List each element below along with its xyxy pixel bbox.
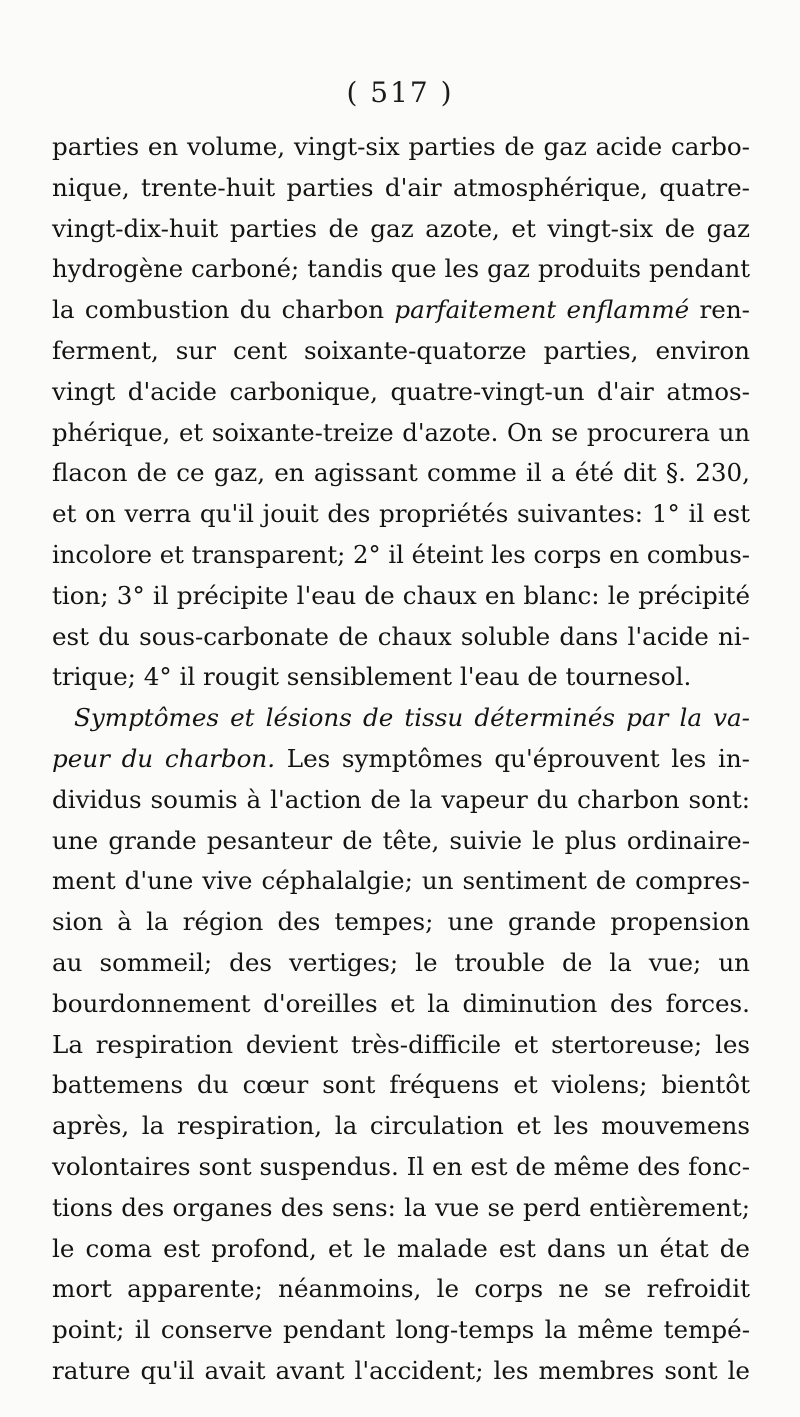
- text-line: tion; 3° il précipite l'eau de chaux en blanc: le précipité: [52, 580, 750, 610]
- text-line: au sommeil; des vertiges; le trouble de la vue; un: [52, 947, 750, 977]
- text-line: ferment, sur cent soixante-quatorze parties, environ: [52, 335, 750, 365]
- text-run: la combustion du charbon: [52, 295, 395, 325]
- text-run: ren-: [689, 295, 750, 325]
- text-line: vingt-dix-huit parties de gaz azote, et vingt-six de gaz: [52, 213, 750, 243]
- text-line: et on verra qu'il jouit des propriétés suivantes: 1° il est: [52, 499, 750, 529]
- text-line: rature qu'il avait avant l'accident; les membres sont le: [52, 1355, 750, 1385]
- text-line: nique, trente-huit parties d'air atmosphérique, quatre-: [52, 172, 750, 202]
- text-line: La respiration devient très-difficile et stertoreuse; les: [52, 1029, 750, 1059]
- text-run: Les symptômes qu'éprouvent les in-: [275, 743, 750, 773]
- text-line: ment d'une vive céphalalgie; un sentiment de compres-: [52, 866, 750, 896]
- body-text: [52, 127, 750, 1392]
- text-line: mort apparente; néanmoins, le corps ne se refroidit: [52, 1274, 750, 1304]
- italic-heading: Symptômes et lésions de tissu déterminés par la va-: [74, 703, 750, 733]
- paragraph-symptoms: [52, 698, 750, 1392]
- text-line: est du sous-carbonate de chaux soluble dans l'acide ni-: [52, 621, 750, 651]
- text-line: [52, 290, 750, 331]
- text-line: tions des organes des sens: la vue se perd entièrement;: [52, 1192, 750, 1222]
- text-line: parties en volume, vingt-six parties de gaz acide carbo-: [52, 132, 750, 161]
- text-line: trique; 4° il rougit sensiblement l'eau de tournesol.: [52, 662, 692, 692]
- text-line: après, la respiration, la circulation et les mouvemens: [52, 1111, 750, 1141]
- italic-text: parfaitement enflammé: [394, 295, 690, 325]
- italic-heading: peur du charbon.: [52, 743, 276, 773]
- text-line: bourdonnement d'oreilles et la diminution des forces.: [52, 988, 750, 1018]
- text-line: le coma est profond, et le malade est dans un état de: [52, 1233, 750, 1263]
- text-line: [52, 739, 750, 780]
- text-line: hydrogène carboné; tandis que les gaz produits pendant: [52, 254, 750, 284]
- text-line: sion à la région des tempes; une grande propension: [52, 907, 750, 937]
- page-number: ( 517 ): [346, 76, 454, 109]
- text-line: vingt d'acide carbonique, quatre-vingt-un d'air atmos-: [52, 376, 750, 406]
- text-line: [52, 698, 750, 739]
- text-line: dividus soumis à l'action de la vapeur du charbon sont:: [52, 784, 750, 814]
- text-line: battemens du cœur sont fréquens et violens; bientôt: [52, 1070, 750, 1100]
- text-line: flacon de ce gaz, en agissant comme il a été dit §. 230,: [52, 458, 750, 488]
- text-line: phérique, et soixante-treize d'azote. On se procurera un: [52, 417, 750, 447]
- text-line: volontaires sont suspendus. Il en est de même des fonc-: [52, 1151, 750, 1181]
- text-line: point; il conserve pendant long-temps la même tempé-: [52, 1315, 750, 1345]
- text-line: une grande pesanteur de tête, suivie le plus ordinaire-: [52, 825, 750, 855]
- text-line: incolore et transparent; 2° il éteint les corps en combus-: [52, 539, 750, 569]
- paragraph-gas-composition: [52, 127, 750, 698]
